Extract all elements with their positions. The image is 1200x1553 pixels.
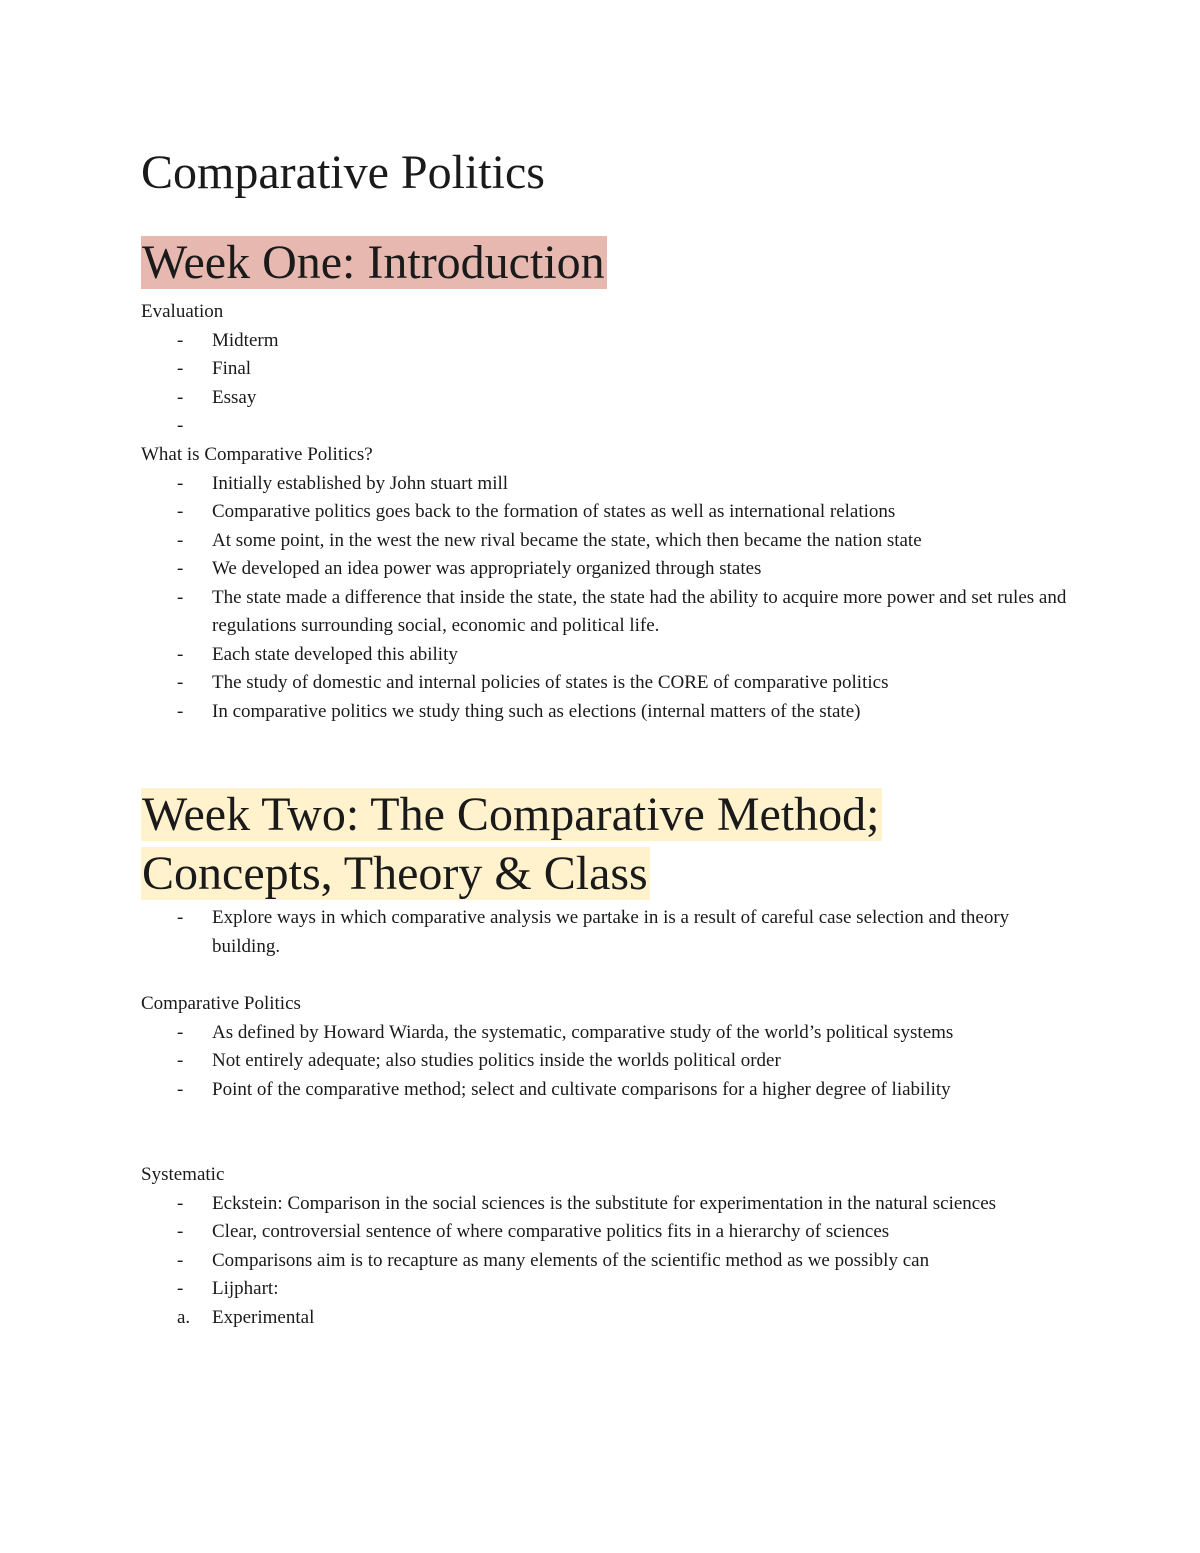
list-item-text: The study of domestic and internal policies of states is the CORE of comparative politics: [212, 672, 889, 693]
list-item: [141, 669, 1071, 698]
list-item-text: In comparative politics we study thing such as elections (internal matters of the state): [212, 700, 861, 722]
lettered-item-text: Experimental: [212, 1306, 315, 1328]
list-item: [141, 1275, 1071, 1304]
list-item-text: Comparative politics goes back to the formation of states as well as international relations: [212, 501, 896, 522]
bullet-marker: -: [177, 329, 184, 351]
list-item-text: Not entirely adequate; also studies politics inside the worlds political order: [212, 1050, 781, 1071]
bullet-marker: -: [177, 1278, 184, 1299]
list-item: [141, 498, 1071, 527]
list-item-text: Eckstein: Comparison in the social sciences is the substitute for experimentation in the natural sciences: [212, 1192, 997, 1214]
week-one-heading-text: Week One: Introduction: [142, 236, 605, 289]
list-item: [141, 698, 1071, 727]
bullet-marker: -: [177, 672, 184, 693]
letter-marker: a.: [177, 1306, 191, 1328]
week-one-section: [141, 233, 1071, 292]
list-item-text: Comparisons aim is to recapture as many elements of the scientific method as we possibly can: [212, 1249, 930, 1271]
document-title: Comparative Politics: [141, 146, 545, 199]
bullet-marker: -: [177, 1050, 184, 1071]
list-item: [141, 641, 1071, 670]
bullet-marker: -: [177, 1078, 184, 1100]
bullet-marker: -: [177, 415, 184, 436]
evaluation-list: [141, 327, 1071, 441]
bullet-marker: -: [177, 1249, 184, 1271]
list-item-text: We developed an idea power was appropriately organized through states: [212, 558, 762, 579]
week-one-heading: [141, 233, 1071, 292]
bullet-marker: -: [177, 586, 184, 608]
bullet-marker: -: [177, 358, 184, 379]
week-two-section: [141, 785, 1071, 903]
comparative-politics-list: [141, 1019, 1071, 1105]
systematic-label: Systematic: [141, 1164, 225, 1185]
what-is-list: [141, 470, 1071, 727]
evaluation-block: [141, 298, 1071, 441]
list-item-text: [212, 412, 1071, 441]
comparative-politics-label: Comparative Politics: [141, 993, 301, 1014]
comparative-politics-block: [141, 990, 1071, 1104]
lettered-item: [141, 1304, 1071, 1333]
list-item: [141, 1076, 1071, 1105]
bullet-marker: -: [177, 643, 184, 665]
list-item-text: Point of the comparative method; select and cultivate comparisons for a higher degree of liability: [212, 1078, 951, 1100]
bullet-marker: -: [177, 529, 184, 551]
what-is-label: What is Comparative Politics?: [141, 444, 373, 465]
list-item-text: Each state developed this ability: [212, 643, 458, 665]
list-item: [141, 555, 1071, 584]
bullet-marker: -: [177, 907, 184, 928]
bullet-marker: -: [177, 386, 184, 408]
list-item-text: Clear, controversial sentence of where comparative politics fits in a hierarchy of sciences: [212, 1221, 890, 1242]
list-item-text: Final: [212, 358, 252, 379]
list-item-text: At some point, in the west the new rival became the state, which then became the nation state: [212, 529, 922, 551]
list-item: [141, 1218, 1071, 1247]
evaluation-label: Evaluation: [141, 301, 224, 322]
list-item: [141, 1190, 1071, 1219]
week-two-heading-text: Week Two: The Comparative Method; Concepts, Theory & Class: [142, 788, 880, 900]
list-item: [141, 527, 1071, 556]
bullet-marker: -: [177, 1221, 184, 1242]
list-item: [141, 584, 1071, 641]
bullet-marker: -: [177, 700, 184, 722]
list-item-text: Explore ways in which comparative analysis we partake in is a result of careful case selection and theory building.: [212, 907, 1010, 957]
list-item: [141, 1019, 1071, 1048]
what-is-block: [141, 441, 1071, 726]
list-item: [141, 1047, 1071, 1076]
list-item-text: Essay: [212, 386, 257, 408]
list-item: [141, 384, 1071, 413]
bullet-marker: -: [177, 501, 184, 522]
list-item: [141, 1247, 1071, 1276]
list-item-text: Initially established by John stuart mill: [212, 472, 509, 494]
week-two-intro-block: [141, 904, 1071, 961]
bullet-marker: -: [177, 1021, 184, 1043]
list-item-text: The state made a difference that inside the state, the state had the ability to acquire more power and set rules and regulations surrounding social, economic and political life.: [212, 586, 1067, 636]
systematic-list: [141, 1190, 1071, 1304]
list-item: [141, 327, 1071, 356]
week-two-intro-list: [141, 904, 1071, 961]
list-item-text: As defined by Howard Wiarda, the systematic, comparative study of the world’s political systems: [212, 1021, 954, 1043]
list-item: [141, 355, 1071, 384]
list-item-text: Midterm: [212, 329, 279, 351]
list-item: [141, 904, 1071, 961]
systematic-block: [141, 1161, 1071, 1332]
bullet-marker: -: [177, 472, 184, 494]
list-item-text: Lijphart:: [212, 1278, 279, 1299]
week-two-heading: [141, 785, 1071, 903]
lettered-list: [141, 1304, 1071, 1333]
list-item: [141, 412, 1071, 441]
bullet-marker: -: [177, 1192, 184, 1214]
list-item: [141, 470, 1071, 499]
bullet-marker: -: [177, 558, 184, 579]
